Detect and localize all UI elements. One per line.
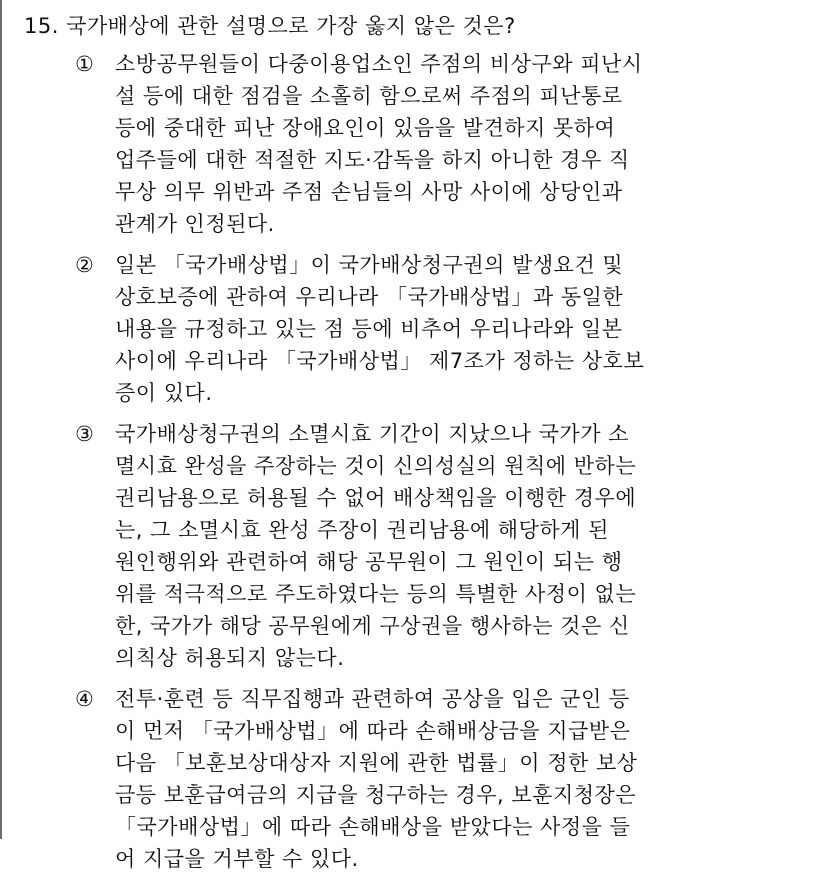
option-line: 「국가배상법」에 따라 손해배상을 받았다는 사정을 들 <box>115 815 631 839</box>
option-line: 설 등에 대한 점검을 소홀히 함으로써 주점의 피난통로 <box>115 84 623 108</box>
option-line: 다음 「보훈보상대상자 지원에 관한 법률」이 정한 보상 <box>115 751 638 775</box>
option-line: 한, 국가가 해당 공무원에게 구상권을 행사하는 것은 신 <box>115 614 630 638</box>
option-line: 원인행위와 관련하여 해당 공무원이 그 원인이 되는 행 <box>115 550 623 574</box>
option-line: 의칙상 허용되지 않는다. <box>115 646 345 670</box>
option-2[interactable] <box>75 249 795 409</box>
option-marker-1: ① <box>75 52 95 76</box>
option-line: 내용을 규정하고 있는 점 등에 비추어 우리나라와 일본 <box>115 317 623 341</box>
option-line: 증이 있다. <box>115 381 213 405</box>
option-line: 소방공무원들이 다중이용업소인 주점의 비상구와 피난시 <box>115 52 643 76</box>
option-line: 상호보증에 관하여 우리나라 「국가배상법」과 동일한 <box>115 285 624 309</box>
option-marker-2: ② <box>75 253 95 277</box>
option-1[interactable] <box>75 48 795 240</box>
option-line: 위를 적극적으로 주도하였다는 등의 특별한 사정이 없는 <box>115 582 637 606</box>
question-header <box>24 10 814 42</box>
option-marker-3: ③ <box>75 422 95 446</box>
option-line: 전투·훈련 등 직무집행과 관련하여 공상을 입은 군인 등 <box>115 687 630 711</box>
question-stem: 국가배상에 관한 설명으로 가장 옳지 않은 것은? <box>66 14 516 38</box>
answer-options <box>75 48 795 884</box>
option-line: 관계가 인정된다. <box>115 212 275 236</box>
option-line: 무상 의무 위반과 주점 손님들의 사망 사이에 상당인과 <box>115 180 623 204</box>
option-line: 사이에 우리나라 「국가배상법」 제7조가 정하는 상호보 <box>115 349 645 373</box>
option-line: 일본 「국가배상법」이 국가배상청구권의 발생요건 및 <box>115 253 624 277</box>
option-line: 멸시효 완성을 주장하는 것이 신의성실의 원칙에 반하는 <box>115 454 637 478</box>
option-line: 는, 그 소멸시효 완성 주장이 권리남용에 해당하게 된 <box>115 518 609 542</box>
option-line: 어 지급을 거부할 수 있다. <box>115 847 359 871</box>
option-line: 이 먼저 「국가배상법」에 따라 손해배상금을 지급받은 <box>115 719 631 743</box>
option-line: 국가배상청구권의 소멸시효 기간이 지났으나 국가가 소 <box>115 422 629 446</box>
option-line: 등에 중대한 피난 장애요인이 있음을 발견하지 못하여 <box>115 116 616 140</box>
option-line: 업주들에 대한 적절한 지도·감독을 하지 아니한 경우 직 <box>115 148 630 172</box>
option-4[interactable] <box>75 683 795 875</box>
option-3[interactable] <box>75 418 795 674</box>
option-line: 금등 보훈급여금의 지급을 청구하는 경우, 보훈지청장은 <box>115 783 637 807</box>
option-line: 권리남용으로 허용될 수 없어 배상책임을 이행한 경우에 <box>115 486 637 510</box>
question-number: 15. <box>24 14 59 38</box>
option-marker-4: ④ <box>75 687 95 711</box>
